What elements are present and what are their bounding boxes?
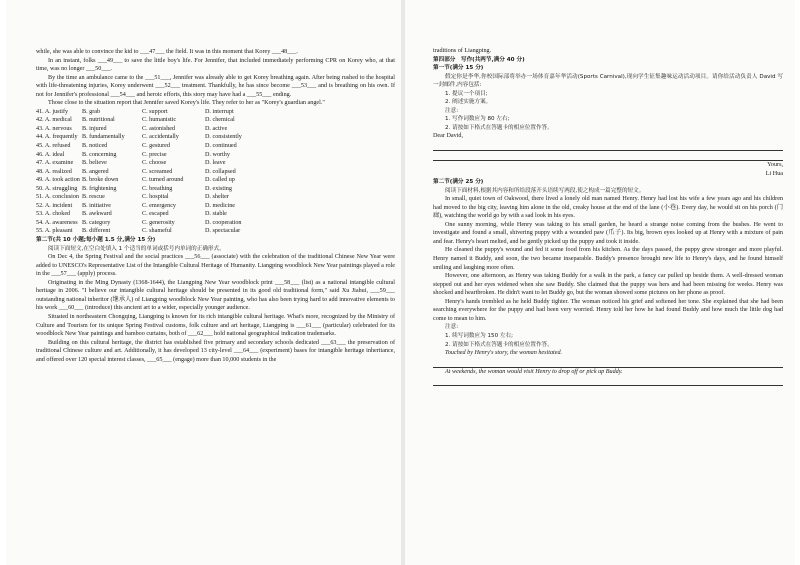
option-cell: C. support: [142, 108, 168, 115]
note-item: 2. 请按如下格式在答题卡的相应位置作答。: [445, 341, 553, 348]
option-row: [36, 142, 395, 151]
option-row: [36, 210, 395, 219]
option-row: [36, 116, 395, 125]
option-cell: 41. A. justify: [36, 108, 69, 115]
story-paragraph: By the time an ambulance came to the ___51___, Jennifer was already able to get Korey breathing again. After being rushed to the hospital with life-threatening injuries, Korey underwent ___52___ treatment. Thankfully, he has since become ___53___ and is breathing on his own. If not for Jennifer's professional ___54___ and heroic efforts, this story may have had a ___55___ ending.: [36, 74, 395, 98]
answer-line[interactable]: [433, 358, 783, 368]
option-row: [36, 202, 395, 211]
note-label: 注意:: [445, 107, 459, 114]
option-cell: 54. A. awareness: [36, 219, 78, 226]
option-cell: B. concerning: [82, 151, 117, 158]
option-cell: C. escaped: [142, 211, 169, 218]
option-cell: B. believe: [82, 160, 107, 167]
writing-section-2-title: 第二节(满分 25 分): [433, 179, 484, 186]
left-exam-page: [6, 0, 401, 565]
option-cell: C. screamed: [142, 168, 173, 175]
option-cell: B. grab: [82, 108, 101, 115]
option-cell: C. hospital: [142, 194, 169, 201]
option-cell: 44. A. frequently: [36, 134, 78, 141]
paragraph-opening-1: Touched by Henry's story, the woman hesitated.: [445, 350, 563, 357]
note-item: 1. 写作词数应为 80 左右;: [445, 116, 510, 123]
option-row: [36, 159, 395, 168]
section-2-instruction: 阅读下面短文,在空白处填入 1 个适当的单词或括号内单词的正确形式。: [48, 245, 225, 252]
option-cell: C. accidentally: [142, 134, 179, 141]
note-item: 2. 请按如下格式在答题卡的相应位置作答。: [445, 124, 553, 131]
passage-continuation: traditions of Liangping.: [433, 48, 492, 54]
option-row: [36, 227, 395, 236]
option-cell: B. injured: [82, 125, 107, 132]
option-row: [36, 185, 395, 194]
option-cell: D. spectacular: [205, 228, 241, 235]
cloze-options: [36, 108, 395, 236]
option-cell: 42. A. medical: [36, 117, 72, 124]
option-cell: D. leave: [205, 160, 226, 167]
option-cell: B. fundamentally: [82, 134, 125, 141]
option-cell: C. choose: [142, 160, 167, 167]
option-cell: 50. A. struggling: [36, 185, 78, 192]
option-cell: C. turned around: [142, 177, 184, 184]
prompt-point: 1. 提议一个项目;: [445, 90, 488, 97]
option-cell: B. awkward: [82, 211, 112, 218]
option-cell: B. broke down: [82, 177, 119, 184]
option-cell: 55. A. pleasant: [36, 228, 73, 235]
grammar-paragraph: Originating in the Ming Dynasty (1368-1644), the Liangping New Year woodblock print ___58___ (list) as a national intangible cultural heritage in 2006. "I believe our intangible cultural heritage should be presented in its good old traditional form," said Xu Jiahui, ___59___ outstanding national inheritor (继承人) of Liangping woodblock New Year painting, who has also been trying hard to add innovative elements to his work ___60___ (introduce) this ancient art to a wider, especially younger audience.: [36, 279, 395, 312]
letter-closing: Yours,: [767, 162, 783, 169]
story-paragraph: However, one afternoon, as Henry was taking Buddy for a walk in the park, a fancy car pulled up beside them. A well-dressed woman stepped out and her eyes widened when she saw Buddy. She claimed that the puppy was hers and had been missing for weeks. Henry was shocked and heartbroken. He didn't want to let Buddy go, but the woman showed some pictures on her phone as proof.: [433, 273, 783, 297]
option-cell: D. stable: [205, 211, 227, 218]
grammar-paragraph: On Dec 4, the Spring Festival and the social practices ___56___ (associate) with the celebration of the traditional Chinese New Year were added to UNESCO's Representative List of the Intangible Cultural Heritage of Humanity. Liangping woodblock New Year paintings played a role in the ___57___ (apply) process.: [36, 254, 395, 278]
option-cell: 53. A. choked: [36, 211, 71, 218]
option-cell: D. shelter: [205, 194, 229, 201]
prompt-point: 2. 阐述实施方案。: [445, 99, 492, 106]
option-cell: 43. A. nervous: [36, 125, 72, 132]
option-cell: 52. A. incident: [36, 202, 73, 209]
option-cell: D. worthy: [205, 151, 230, 158]
option-cell: D. interrupt: [205, 108, 234, 115]
note-item: 1. 续写词数应为 150 左右;: [445, 332, 513, 339]
story-paragraph: One sunny morning, while Henry was taking to his small garden, he heard a strange noise coming from the bushes. He went to investigate and found a small, shivering puppy with a wounded paw (爪子). Its big, brown eyes looked up at Henry with a mixture of pain and fear. Henry's heart melted, and he gently picked up the puppy and took it inside.: [433, 221, 783, 245]
continuation-instruction: 阅读下面材料,根据其内容和所给段落开头语续写两段,使之构成一篇完整的短文。: [445, 187, 645, 194]
right-exam-page: [405, 0, 795, 565]
option-cell: B. category: [82, 219, 111, 226]
option-row: [36, 133, 395, 142]
option-cell: B. angered: [82, 168, 109, 175]
option-cell: 47. A. examine: [36, 160, 74, 167]
grammar-passage: [36, 253, 395, 364]
story-paragraph: while, she was able to convince the kid to ___47___ the field. It was in this moment that Korey ___48___.: [36, 49, 298, 55]
option-cell: 51. A. conclusion: [36, 194, 79, 201]
option-cell: 49. A. took action: [36, 177, 80, 184]
option-cell: D. consistently: [205, 134, 242, 141]
option-row: [36, 125, 395, 134]
note-label: 注意:: [445, 324, 459, 331]
letter-salutation: Dear David,: [433, 133, 464, 140]
writing-prompt: 假定你是李华,你校国际部将举办一场体育嘉年华活动(Sports Carnival),现向学生征集趣味运动活动项目。请你给活动负责人 David 写一封邮件,内容包括:: [433, 73, 783, 89]
option-cell: B. frightening: [82, 185, 117, 192]
option-cell: C. emergency: [142, 202, 176, 209]
paragraph-opening-2: At weekends, the woman would visit Henry to drop off or pick up Buddy.: [445, 368, 623, 375]
story-tail: [36, 48, 395, 108]
option-cell: 46. A. ideal: [36, 151, 65, 158]
option-cell: B. noticed: [82, 143, 108, 150]
option-cell: C. humanistic: [142, 117, 177, 124]
story-paragraph: Henry's hands trembled as he held Buddy tighter. The woman noticed his grief and softened her tone. She explained that she had been searching everywhere for the puppy and had been very worried. Henry told her how he had found Buddy and how much the little dog had come to mean to him.: [433, 298, 783, 322]
option-cell: C. gestured: [142, 143, 170, 150]
option-cell: C. shameful: [142, 228, 172, 235]
right-column: [433, 47, 783, 386]
story-paragraph: In small, quiet town of Oakwood, there lived a lonely old man named Henry. Henry had lost his wife a few years ago and his children had moved to the big city, leaving him alone in the old, creaky house at the end of the lane (小巷). Every day, he would sit on his porch (门廊), watching the world go by with a sad look in his eyes.: [433, 196, 783, 220]
option-row: [36, 168, 395, 177]
option-cell: B. rescue: [82, 194, 105, 201]
option-row: [36, 193, 395, 202]
option-cell: D. chemical: [205, 117, 235, 124]
option-cell: D. collapsed: [205, 168, 236, 175]
section-2-title: 第二节(共 10 小题;每小题 1.5 分,满分 15 分): [36, 237, 156, 244]
option-cell: 48. A. realized: [36, 168, 72, 175]
answer-line[interactable]: [433, 151, 783, 161]
option-cell: C. generosity: [142, 219, 175, 226]
option-cell: D. cooperation: [205, 219, 242, 226]
option-row: [36, 176, 395, 185]
option-row: [36, 219, 395, 228]
option-cell: D. active: [205, 125, 228, 132]
option-cell: B. initiative: [82, 202, 111, 209]
option-cell: C. astonished: [142, 125, 176, 132]
option-cell: C. precise: [142, 151, 167, 158]
option-cell: D. called up: [205, 177, 235, 184]
option-cell: 45. A. refused: [36, 143, 71, 150]
option-cell: D. continued: [205, 143, 237, 150]
option-cell: D. medicine: [205, 202, 236, 209]
writing-section-1-title: 第一节(满分 15 分): [433, 65, 484, 72]
option-cell: B. nutritional: [82, 117, 115, 124]
option-cell: C. breathing: [142, 185, 173, 192]
story-paragraph: In an instant, folks ___49___ to save the little boy's life. For Jennifer, that included immediately performing CPR on Korey who, at that time, was no longer ___50___.: [36, 57, 395, 73]
option-cell: D. existing: [205, 185, 232, 192]
story-paragraph: Those close to the situation report that Jennifer saved Korey's life. They refer to her as "Korey's guardian angel.": [48, 100, 325, 107]
answer-line[interactable]: [433, 141, 783, 151]
story-paragraph: He cleaned the puppy's wound and fed it some food from his kitchen. As the days passed, the puppy grew stronger and more playful. Henry named it Buddy, and soon, the two became inseparable. Buddy's presence brought new life to Henry's days, and he found himself smiling and laughing more often.: [433, 247, 783, 271]
grammar-paragraph: Situated in northeastern Chongqing, Liangping is known for its rich intangible cultural heritage. What's more, recognized by the Ministry of Culture and Tourism for its unique Spring Festival customs, folk culture and art heritage, Liangping is ___61___ (particular) celebrated for its woodblock New Year paintings and bamboo curtains, both of ___62___ hold national geographical indication trademarks.: [36, 313, 395, 338]
option-row: [36, 151, 395, 160]
option-row: [36, 108, 395, 117]
part-4-title: 第四部分 写作(共两节,满分 40 分): [433, 56, 525, 63]
grammar-paragraph: Building on this cultural heritage, the district has established five primary and secondary schools dedicated ___63___ the preservation of traditional Chinese culture and art. Additionally, it has developed 13 city-level ___64___ (experiment) bases for intangible heritage inheritance, and offered over 120 special interest classes, ___65___ (engage) more than 10,000 students in the: [36, 339, 395, 363]
letter-signature: Li Hua: [765, 170, 783, 177]
left-column: [36, 48, 395, 364]
option-cell: B. different: [82, 228, 111, 235]
answer-line[interactable]: [433, 376, 783, 386]
